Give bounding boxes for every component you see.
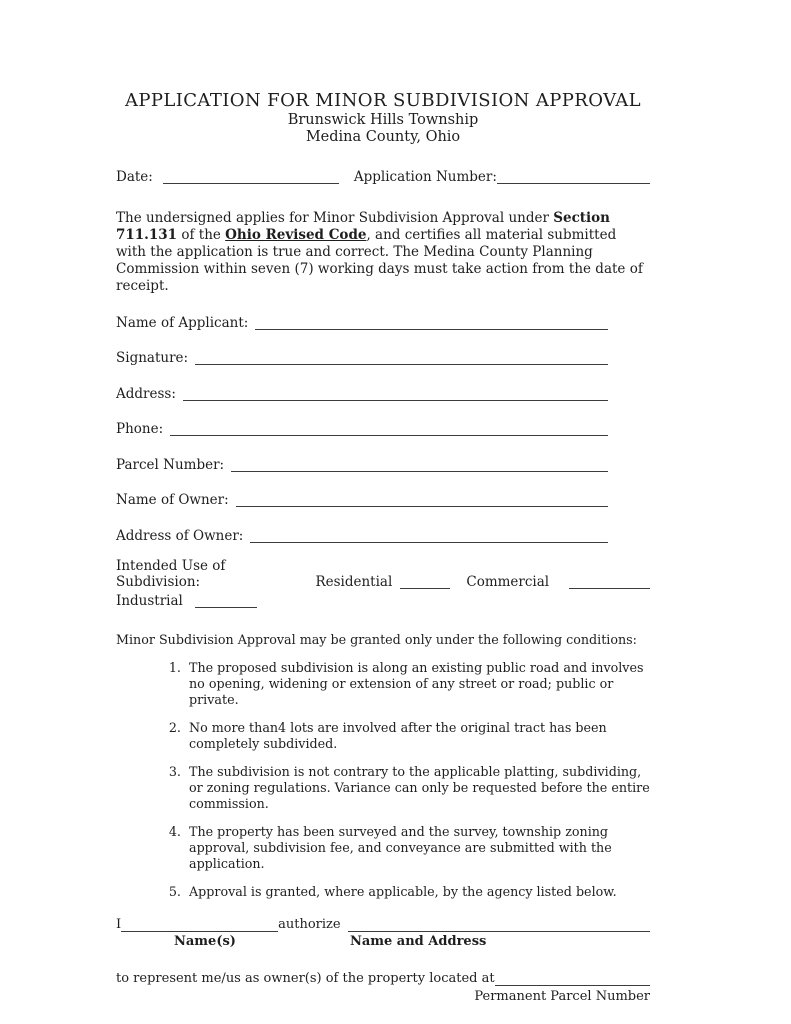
page-title: APPLICATION FOR MINOR SUBDIVISION APPROVAL xyxy=(124,90,642,111)
parcel-number-blank[interactable] xyxy=(231,460,608,472)
field-row-address-of-owner xyxy=(116,528,650,544)
condition-item-1: 1. The proposed subdivision is along an existing public road and involves no opening, widening or extension of any street or road; public or private. xyxy=(185,660,650,708)
intro-paragraph xyxy=(116,210,650,295)
intro-segment: The undersigned applies for Minor Subdivision Approval under xyxy=(116,210,554,226)
intro-section-bold: Section 711.131 xyxy=(116,210,610,243)
industrial-blank[interactable] xyxy=(195,596,257,608)
name-and-address-caption: Name and Address xyxy=(349,933,487,949)
authorize-label: authorize xyxy=(278,916,341,932)
industrial-label: Industrial xyxy=(116,592,183,609)
signature-label: Signature: xyxy=(116,350,189,366)
application-number-blank[interactable] xyxy=(497,172,650,184)
date-label: Date: xyxy=(116,169,153,185)
field-row-address xyxy=(116,386,650,402)
parcel-number-label: Parcel Number: xyxy=(116,456,225,473)
address-blank[interactable] xyxy=(183,389,608,401)
permanent-parcel-number-caption: Permanent Parcel Number xyxy=(474,988,650,1004)
intro-segment: of the xyxy=(177,227,226,243)
address-of-owner-label: Address of Owner: xyxy=(116,527,244,544)
phone-blank[interactable] xyxy=(170,424,608,436)
commercial-blank[interactable] xyxy=(569,577,650,589)
residential-label: Residential xyxy=(315,573,393,590)
field-row-signature xyxy=(116,350,650,366)
field-row-name-of-applicant xyxy=(116,315,650,331)
conditions-list xyxy=(116,660,650,900)
condition-item-2: 2. No more than4 lots are involved after the original tract has been completely subdivided. xyxy=(185,720,650,752)
intended-use-line-2 xyxy=(116,593,650,609)
name-of-owner-label: Name of Owner: xyxy=(116,492,229,508)
names-caption: Name(s) xyxy=(174,933,236,949)
authorize-line xyxy=(116,917,650,933)
represent-line xyxy=(116,971,650,987)
authorization-section xyxy=(116,917,650,1005)
condition-item-5: 5. Approval is granted, where applicable, by the agency listed below. xyxy=(185,884,650,900)
name-of-applicant-label: Name of Applicant: xyxy=(116,314,249,331)
agent-name-address-blank[interactable] xyxy=(348,920,650,932)
authorizer-names-blank[interactable] xyxy=(121,920,278,932)
address-of-owner-blank[interactable] xyxy=(250,531,608,543)
applicant-fields xyxy=(116,315,650,544)
county-subtitle: Medina County, Ohio xyxy=(305,129,461,145)
authorize-captions-line xyxy=(116,934,650,950)
intended-use-section xyxy=(116,558,650,609)
intended-use-line-1 xyxy=(116,558,650,590)
application-number-label: Application Number: xyxy=(353,169,497,185)
residential-blank[interactable] xyxy=(400,577,450,589)
intro-ohio-revised-code: Ohio Revised Code xyxy=(225,227,367,243)
property-location-blank[interactable] xyxy=(495,974,650,986)
intended-use-label: Intended Use of Subdivision: xyxy=(116,557,226,590)
field-row-name-of-owner xyxy=(116,492,650,508)
represent-text: to represent me/us as owner(s) of the property located at xyxy=(116,970,495,986)
township-subtitle: Brunswick Hills Township xyxy=(287,112,479,128)
commercial-label: Commercial xyxy=(466,573,550,590)
date-application-row xyxy=(116,169,650,185)
conditions-intro: Minor Subdivision Approval may be granted only under the following conditions: xyxy=(116,631,637,647)
date-blank[interactable] xyxy=(163,172,339,184)
field-row-phone xyxy=(116,421,650,437)
signature-blank[interactable] xyxy=(195,353,608,365)
intro-segment: , and certifies all material submitted with the application is true and correct. The Medina County Planning Commission within seven (7) working days must take action from the date of receipt. xyxy=(116,227,643,294)
name-of-applicant-blank[interactable] xyxy=(255,318,608,330)
condition-item-4: 4. The property has been surveyed and the survey, township zoning approval, subdivision fee, and conveyance are submitted with the application. xyxy=(185,824,650,872)
name-of-owner-blank[interactable] xyxy=(236,495,608,507)
field-row-parcel-number xyxy=(116,457,650,473)
address-label: Address: xyxy=(116,385,176,402)
i-label: I xyxy=(116,916,122,932)
condition-item-3: 3. The subdivision is not contrary to the applicable platting, subdividing, or zoning regulations. Variance can only be requested before the entire commission. xyxy=(185,764,650,812)
conditions-section xyxy=(116,632,650,900)
phone-label: Phone: xyxy=(116,421,164,437)
